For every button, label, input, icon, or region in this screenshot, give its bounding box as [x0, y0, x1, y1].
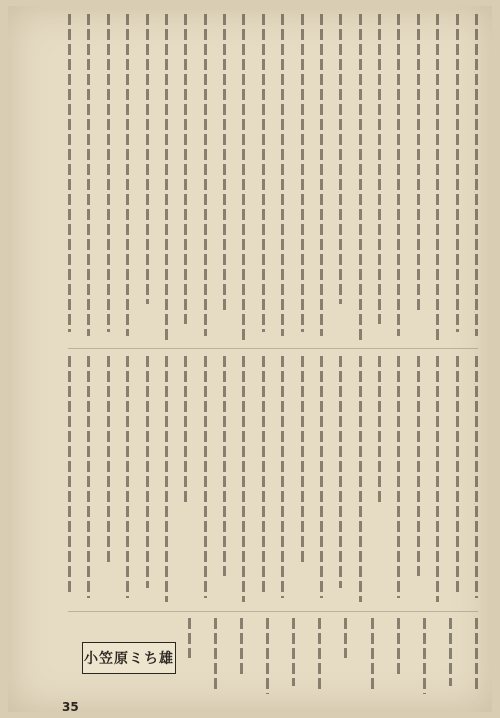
text-column-placeholder	[262, 14, 265, 332]
text-column-placeholder	[214, 618, 217, 690]
text-column-placeholder	[281, 356, 284, 598]
text-column-placeholder	[397, 356, 400, 598]
text-column-placeholder	[378, 356, 381, 506]
text-column-placeholder	[397, 618, 400, 678]
text-column-placeholder	[456, 356, 459, 592]
text-column-placeholder	[126, 14, 129, 336]
document-page	[8, 6, 492, 712]
text-column-placeholder	[262, 356, 265, 592]
text-column-placeholder	[378, 14, 381, 324]
text-column-placeholder	[475, 14, 478, 336]
text-column-placeholder	[475, 356, 478, 598]
text-column-placeholder	[107, 356, 110, 566]
text-column-placeholder	[240, 618, 243, 678]
text-column-placeholder	[146, 14, 149, 304]
text-column-placeholder	[301, 14, 304, 332]
text-column-placeholder	[359, 14, 362, 340]
text-column-placeholder	[184, 14, 187, 324]
text-column-placeholder	[397, 14, 400, 336]
text-block-bottom	[188, 618, 478, 698]
tier-divider	[68, 611, 478, 612]
text-column-placeholder	[266, 618, 269, 694]
text-column-placeholder	[184, 356, 187, 506]
text-column-placeholder	[318, 618, 321, 690]
text-column-placeholder	[371, 618, 374, 690]
text-column-placeholder	[417, 14, 420, 314]
text-column-placeholder	[146, 356, 149, 588]
text-column-placeholder	[436, 14, 439, 340]
text-column-placeholder	[359, 356, 362, 602]
text-column-placeholder	[344, 618, 347, 658]
text-column-placeholder	[320, 356, 323, 598]
text-column-placeholder	[107, 14, 110, 332]
text-block-top	[68, 14, 478, 344]
text-column-placeholder	[456, 14, 459, 332]
page-number: 35	[62, 700, 79, 712]
text-column-placeholder	[165, 14, 168, 340]
text-column-placeholder	[281, 14, 284, 336]
text-column-placeholder	[292, 618, 295, 686]
tier-divider	[68, 348, 478, 349]
text-column-placeholder	[301, 356, 304, 566]
text-column-placeholder	[223, 356, 226, 576]
text-column-placeholder	[417, 356, 420, 576]
text-column-placeholder	[436, 356, 439, 602]
text-column-placeholder	[126, 356, 129, 598]
text-column-placeholder	[87, 356, 90, 598]
text-column-placeholder	[339, 14, 342, 304]
text-column-placeholder	[68, 14, 71, 332]
text-column-placeholder	[188, 618, 191, 658]
text-column-placeholder	[423, 618, 426, 694]
text-column-placeholder	[320, 14, 323, 336]
text-column-placeholder	[475, 618, 478, 690]
text-column-placeholder	[339, 356, 342, 588]
text-column-placeholder	[223, 14, 226, 314]
text-column-placeholder	[87, 14, 90, 336]
text-column-placeholder	[242, 356, 245, 602]
text-block-middle	[68, 356, 478, 606]
text-column-placeholder	[165, 356, 168, 602]
author-byline: 小笠原ミち雄	[82, 642, 176, 674]
text-column-placeholder	[204, 356, 207, 598]
text-column-placeholder	[449, 618, 452, 686]
text-column-placeholder	[204, 14, 207, 336]
text-column-placeholder	[242, 14, 245, 340]
text-column-placeholder	[68, 356, 71, 592]
